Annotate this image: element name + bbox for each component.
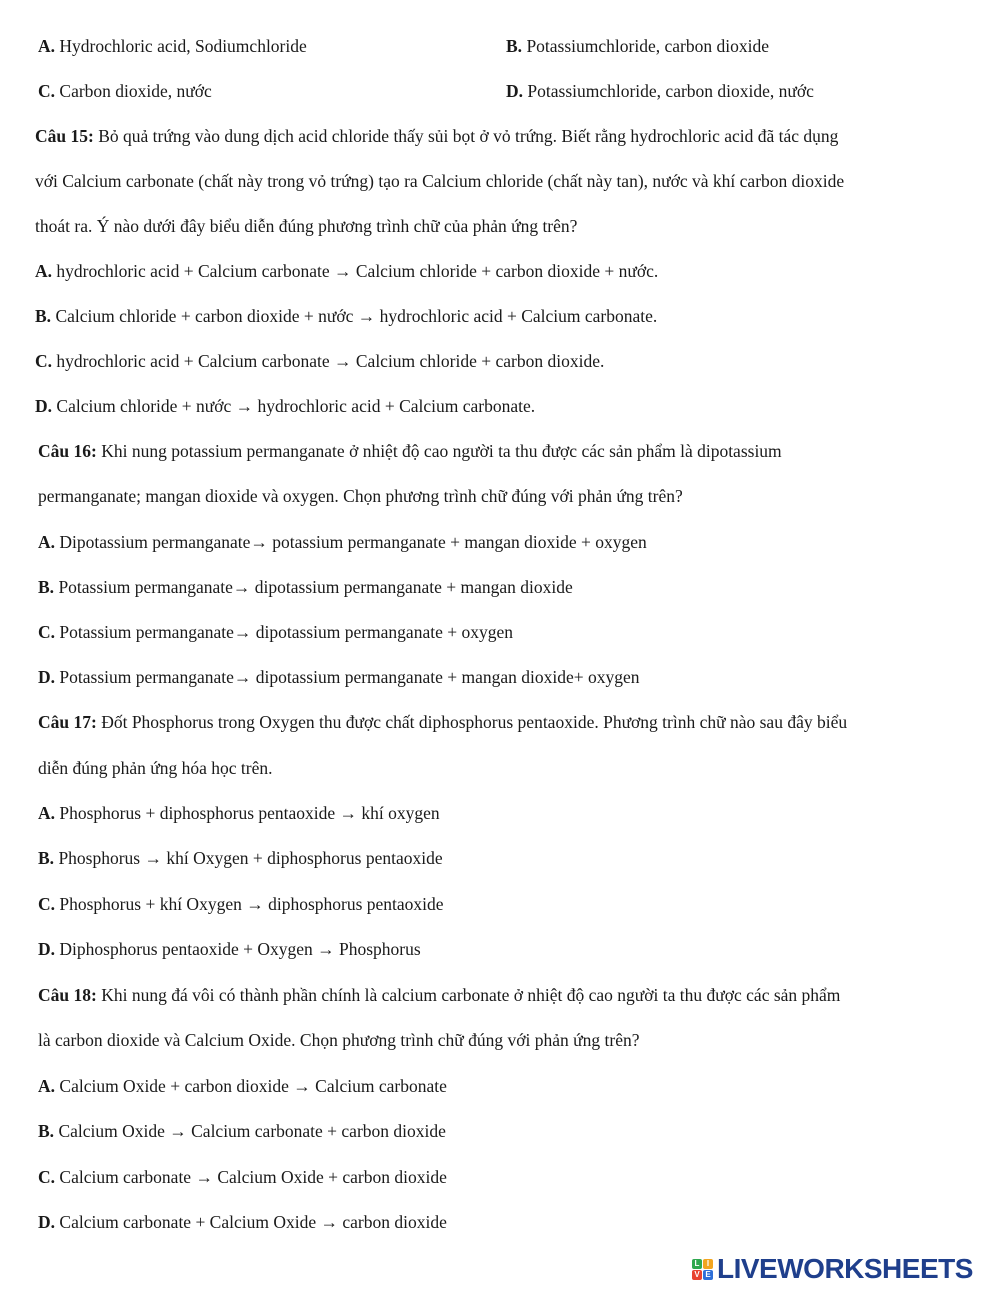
- q18-option-b[interactable]: B. Calcium Oxide → Calcium carbonate + carbon dioxide: [38, 1121, 446, 1141]
- q16-option-b[interactable]: B. Potassium permanganate→ dipotassium permanganate + mangan dioxide: [38, 577, 573, 597]
- q16-label: Câu 16:: [38, 441, 97, 461]
- liveworksheets-logo-icon: L I V E: [692, 1259, 713, 1280]
- q15-label: Câu 15:: [35, 126, 94, 146]
- q15-stem-line-3: thoát ra. Ý nào dưới đây biểu diễn đúng phương trình chữ của phản ứng trên?: [35, 216, 578, 236]
- liveworksheets-logo: [692, 1252, 973, 1286]
- q15-option-d[interactable]: D. Calcium chloride + nước → hydrochloric acid + Calcium carbonate.: [35, 396, 536, 416]
- q18-option-a[interactable]: A. Calcium Oxide + carbon dioxide → Calcium carbonate: [38, 1076, 447, 1096]
- q14-option-a[interactable]: A. Hydrochloric acid, Sodiumchloride: [38, 36, 307, 56]
- q18-stem-line-1: Câu 18: Khi nung đá vôi có thành phần chính là calcium carbonate ở nhiệt độ cao người ta thu được các sản phẩm: [38, 985, 841, 1005]
- q14-option-b[interactable]: B. Potassiumchloride, carbon dioxide: [506, 36, 769, 56]
- q17-label: Câu 17:: [38, 712, 97, 732]
- q17-option-c[interactable]: C. Phosphorus + khí Oxygen → diphosphorus pentaoxide: [38, 894, 444, 914]
- q16-option-c[interactable]: C. Potassium permanganate→ dipotassium permanganate + oxygen: [38, 622, 513, 642]
- liveworksheets-logo-text: LIVEWORKSHEETS: [717, 1253, 973, 1284]
- q17-option-b[interactable]: B. Phosphorus → khí Oxygen + diphosphorus pentaoxide: [38, 848, 443, 868]
- q16-stem-line-1: Câu 16: Khi nung potassium permanganate ở nhiệt độ cao người ta thu được các sản phẩm là dipotassium: [38, 441, 782, 461]
- q17-option-d[interactable]: D. Diphosphorus pentaoxide + Oxygen → Phosphorus: [38, 939, 421, 959]
- q16-stem-line-2: permanganate; mangan dioxide và oxygen. Chọn phương trình chữ đúng với phản ứng trên?: [38, 486, 683, 506]
- q18-option-c[interactable]: C. Calcium carbonate → Calcium Oxide + carbon dioxide: [38, 1167, 447, 1187]
- q15-stem-line-2: với Calcium carbonate (chất này trong vỏ trứng) tạo ra Calcium chloride (chất này tan), nước và khí carbon dioxide: [35, 171, 845, 191]
- q15-option-c[interactable]: C. hydrochloric acid + Calcium carbonate → Calcium chloride + carbon dioxide.: [35, 351, 605, 371]
- q15-stem-line-1: Câu 15: Bỏ quả trứng vào dung dịch acid chloride thấy sủi bọt ở vỏ trứng. Biết rằng hydrochloric acid đã tác dụng: [35, 126, 839, 146]
- q16-option-a[interactable]: A. Dipotassium permanganate→ potassium permanganate + mangan dioxide + oxygen: [38, 532, 647, 552]
- q14-option-c[interactable]: C. Carbon dioxide, nước: [38, 81, 212, 101]
- q17-stem-line-1: Câu 17: Đốt Phosphorus trong Oxygen thu được chất diphosphorus pentaoxide. Phương trình chữ nào sau đây biểu: [38, 712, 848, 732]
- q16-option-d[interactable]: D. Potassium permanganate→ dipotassium permanganate + mangan dioxide+ oxygen: [38, 667, 640, 687]
- q14-option-d[interactable]: D. Potassiumchloride, carbon dioxide, nước: [506, 81, 814, 101]
- q17-stem-line-2: diễn đúng phản ứng hóa học trên.: [38, 758, 273, 778]
- q15-option-b[interactable]: B. Calcium chloride + carbon dioxide + nước → hydrochloric acid + Calcium carbonate.: [35, 306, 658, 326]
- q15-option-a[interactable]: A. hydrochloric acid + Calcium carbonate → Calcium chloride + carbon dioxide + nước.: [35, 261, 659, 281]
- q17-option-a[interactable]: A. Phosphorus + diphosphorus pentaoxide → khí oxygen: [38, 803, 440, 823]
- q18-label: Câu 18:: [38, 985, 97, 1005]
- q18-option-d[interactable]: D. Calcium carbonate + Calcium Oxide → carbon dioxide: [38, 1212, 447, 1232]
- q18-stem-line-2: là carbon dioxide và Calcium Oxide. Chọn phương trình chữ đúng với phản ứng trên?: [38, 1030, 640, 1050]
